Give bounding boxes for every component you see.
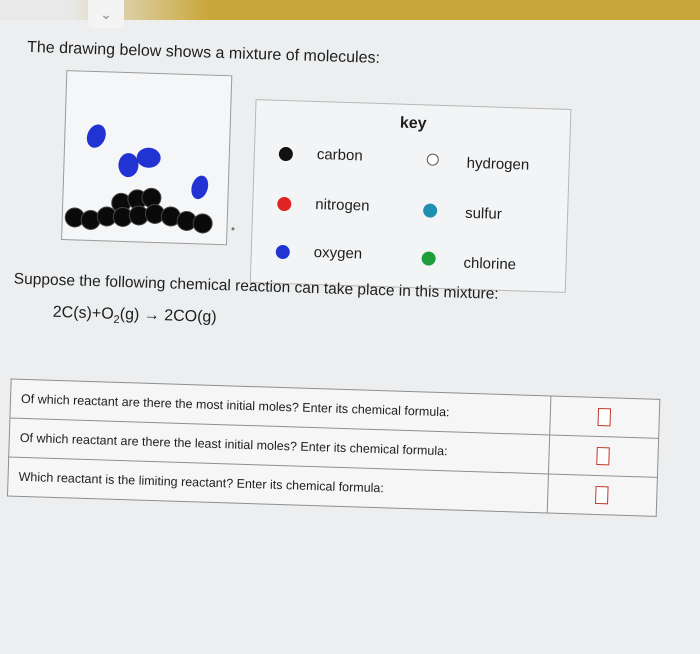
molecule-drawing (61, 70, 232, 245)
equation-subscript: 2 (113, 313, 120, 327)
oxygen-atom (84, 122, 110, 151)
stray-dot (231, 227, 234, 230)
reaction-prompt: Suppose the following chemical reaction can take place in this mixture: (13, 270, 499, 303)
limiting-reactant-answer-input[interactable] (595, 486, 609, 504)
question-table (7, 379, 660, 517)
answer-cell (547, 474, 657, 516)
carbon-atom (192, 213, 213, 234)
oxygen-atom (136, 147, 161, 168)
key-panel (250, 99, 572, 293)
hydrogen-swatch-icon (427, 153, 439, 165)
answer-cell (548, 435, 658, 477)
question-text: Of which reactant are there the least initial moles? Enter its chemical formula: (9, 418, 550, 474)
most-moles-answer-input[interactable] (598, 408, 612, 426)
answer-cell (549, 396, 659, 438)
key-title: key (399, 114, 427, 133)
reaction-arrow-icon: → (143, 306, 161, 325)
key-label-hydrogen: hydrogen (466, 154, 530, 174)
intro-text: The drawing below shows a mixture of molecules: (26, 38, 381, 67)
key-label-carbon: carbon (316, 146, 363, 165)
oxygen-swatch-icon (276, 245, 290, 259)
question-content (0, 18, 700, 654)
key-label-oxygen: oxygen (313, 243, 363, 263)
equation-left-b: (g) (119, 305, 140, 324)
question-text: Which reactant is the limiting reactant? Enter its chemical formula: (7, 457, 548, 513)
key-label-nitrogen: nitrogen (315, 195, 370, 215)
equation-right: 2CO(g) (163, 307, 217, 326)
equation-left-a: 2C(s)+O (52, 303, 114, 323)
key-label-chlorine: chlorine (463, 254, 517, 274)
carbon-swatch-icon (279, 147, 293, 161)
least-moles-answer-input[interactable] (597, 447, 611, 465)
question-text: Of which reactant are there the most initial moles? Enter its chemical formula: (10, 379, 551, 435)
key-label-sulfur: sulfur (464, 204, 503, 223)
chevron-down-icon: ⌄ (100, 5, 112, 22)
sulfur-swatch-icon (423, 203, 437, 217)
chlorine-swatch-icon (421, 251, 435, 265)
chemical-equation (52, 304, 217, 329)
oxygen-atom (189, 174, 211, 202)
nitrogen-swatch-icon (277, 197, 291, 211)
